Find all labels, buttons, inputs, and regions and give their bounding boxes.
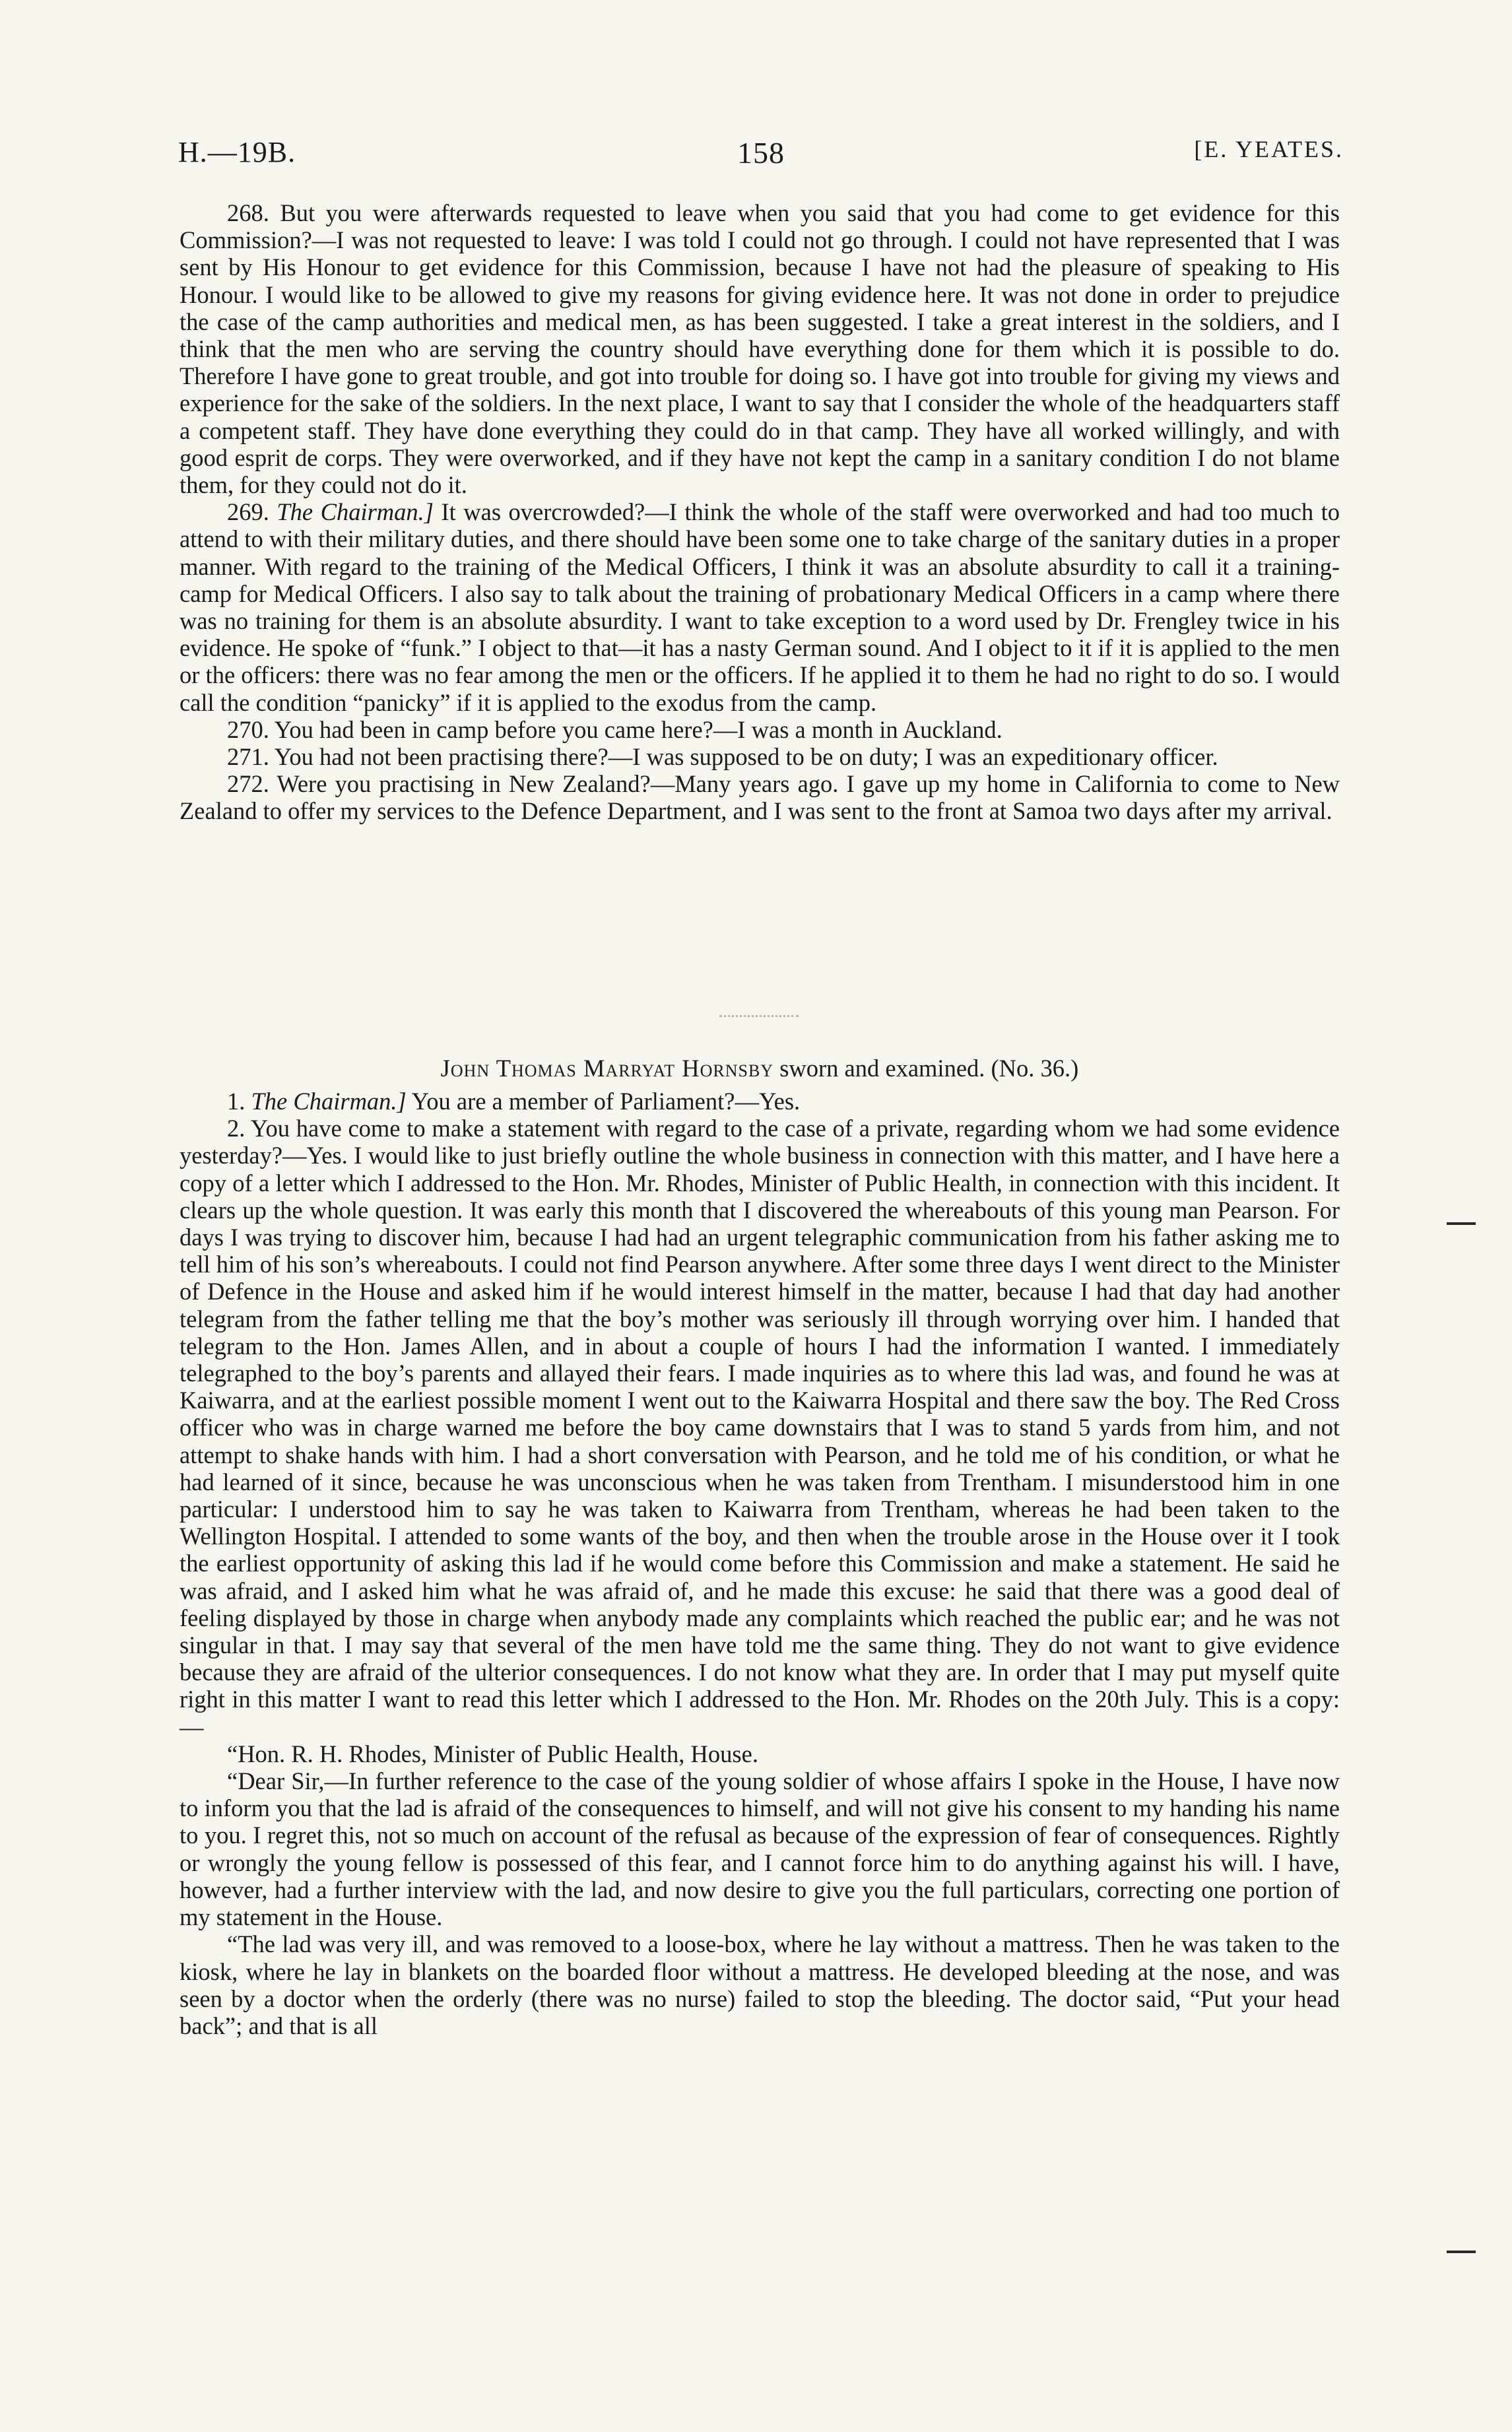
witness-name: John Thomas Marryat Hornsby	[440, 1055, 774, 1082]
page-number: 158	[737, 136, 785, 170]
evidence-section-hornsby	[180, 1088, 1340, 2039]
letter-paragraph-2: “The lad was very ill, and was removed to a loose-box, where he lay without a mattress. Then he was taken to the kiosk, where he lay in blankets on the boarded floor without a mattress. He developed bleeding at the nose, and was seen by a doctor when the orderly (there was no nurse) failed to stop the bleeding. The doctor said, “Put your head back”; and that is all	[180, 1930, 1340, 2039]
margin-mark	[1447, 2251, 1476, 2253]
section-divider	[719, 1015, 799, 1017]
question-number: 2.	[227, 1115, 246, 1142]
question-269	[180, 498, 1340, 716]
question-2	[180, 1115, 1340, 1740]
question-text: You had not been practising there?—I was supposed to be on duty; I was an expeditionary officer.	[274, 743, 1218, 771]
witness-running-head: [E. YEATES.	[1194, 136, 1344, 162]
question-text: You have come to make a statement with regard to the case of a private, regarding whom we had some evidence yesterday?—Yes. I would like to just briefly outline the whole business in connection with this matter, and I have here a copy of a letter which I addressed to the Hon. Mr. Rhodes, Minister of Public Health, in connection with this incident. It clears up the whole question. It was early this month that I discovered the whereabouts of this young man Pearson. For days I was trying to discover him, because I had had an urgent telegraphic communication from his father asking me to tell him of his son’s whereabouts. I could not find Pearson anywhere. After some three days I went direct to the Minister of Defence in the House and asked him if he would interest himself in the matter, because I had that day had another telegram from the father telling me that the boy’s mother was seriously ill through worrying over him. I handed that telegram to the Hon. James Allen, and in about a couple of hours I had the information I wanted. I immediately telegraphed to the boy’s parents and allayed their fears. I made inquiries as to where this lad was, and found he was at Kaiwarra, and at the earliest possible moment I went out to the Kaiwarra Hospital and there saw the boy. The Red Cross officer who was in charge warned me before the boy came downstairs that I was to stand 5 yards from him, and not attempt to shake hands with him. I had a short conversation with Pearson, and he told me of his condition, or what he had learned of it since, because he was unconscious when he was taken from Trentham. I misunderstood him in one particular: I understood him to say he was taken to Kaiwarra from Trentham, whereas he had been taken to the Wellington Hospital. I attended to some wants of the boy, and then when the trouble arose in the House over it I took the earliest opportunity of asking this lad if he would come before this Commission and make a statement. He said he was afraid, and I asked him what he was afraid of, and he made this excuse: he said that there was a good deal of feeling displayed by those in charge when anybody made any complaints which reached the public ear; and he was not singular in that. I may say that several of the men have told me the same thing. They do not want to give evidence because they are afraid of the ulterior consequences. I do not know what they are. In order that I may put myself quite right in this matter I want to read this letter which I addressed to the Hon. Mr. Rhodes on the 20th July. This is a copy:—	[180, 1115, 1340, 1740]
question-271	[180, 743, 1340, 770]
question-number: 272.	[227, 770, 269, 798]
speaker-label: The Chairman.]	[251, 1088, 407, 1115]
question-number: 270.	[227, 715, 269, 743]
page-header	[178, 135, 1344, 181]
question-number: 269.	[227, 498, 269, 526]
witness-number: (No. 36.)	[991, 1055, 1079, 1082]
question-text: Were you practising in New Zealand?—Many years ago. I gave up my home in California to come to New Zealand to offer my services to the Defence Department, and I was sent to the front at Samoa two days after my arrival.	[180, 770, 1340, 825]
question-268	[180, 199, 1340, 498]
question-text: But you were afterwards requested to leave when you said that you had come to get evidence for this Commission?—I was not requested to leave: I was told I could not go through. I could not have represented that I was sent by His Honour to get evidence for this Commission, because I have not had the pleasure of speaking to His Honour. I would like to be allowed to give my reasons for giving evidence here. It was not done in order to prejudice the case of the camp authorities and medical men, as has been suggested. I take a great interest in the soldiers, and I think that the men who are serving the country should have everything done for them which it is possible to do. Therefore I have gone to great trouble, and got into trouble for doing so. I have got into trouble for giving my views and experience for the sake of the soldiers. In the next place, I want to say that I consider the whole of the headquarters staff a competent staff. They have done everything they could do in that camp. They have all worked willingly, and with good esprit de corps. They were overworked, and if they have not kept the camp in a sanitary condition I do not blame them, for they could not do it.	[180, 199, 1340, 499]
question-270	[180, 716, 1340, 743]
witness-heading	[180, 1055, 1340, 1082]
letter-address: “Hon. R. H. Rhodes, Minister of Public Health, House.	[227, 1740, 758, 1767]
question-text: You had been in camp before you came here?—I was a month in Auckland.	[274, 715, 1003, 743]
speaker-label: The Chairman.]	[277, 498, 434, 526]
paper-reference: H.—19B.	[178, 136, 296, 168]
question-number: 1.	[227, 1088, 246, 1115]
margin-mark	[1447, 1222, 1476, 1225]
question-272	[180, 770, 1340, 824]
question-1	[180, 1088, 1340, 1115]
witness-sworn: sworn and examined.	[779, 1055, 985, 1082]
question-number: 268.	[227, 199, 269, 226]
evidence-section-yeates	[180, 199, 1340, 825]
question-text: It was overcrowded?—I think the whole of the staff were overworked and had too much to attend to with their military duties, and there should have been some one to take charge of the sanitary duties in a proper manner. With regard to the training of the Medical Officers, I think it was an absolute absurdity to call it a training-camp for Medical Officers. I also say to talk about the training of probationary Medical Officers in a camp where there was no training for them is an absolute absurdity. I want to take exception to a word used by Dr. Frengley twice in his evidence. He spoke of “funk.” I object to that—it has a nasty German sound. And I object to it if it is applied to the men or the officers: there was no fear among the men or the officers. If he applied it to them he had no right to do so. I would call the condition “panicky” if it is applied to the exodus from the camp.	[180, 498, 1340, 716]
letter-paragraph-1: “Dear Sir,—In further reference to the case of the young soldier of whose affairs I spoke in the House, I have now to inform you that the lad is afraid of the consequences to himself, and will not give his consent to my handing his name to you. I regret this, not so much on account of the refusal as because of the expression of fear of consequences. Rightly or wrongly the young fellow is possessed of this fear, and I cannot force him to do anything against his will. I have, however, had a further interview with the lad, and now desire to give you the full particulars, correcting one portion of my statement in the House.	[180, 1767, 1340, 1931]
question-text: You are a member of Parliament?—Yes.	[411, 1088, 801, 1115]
question-number: 271.	[227, 743, 269, 771]
